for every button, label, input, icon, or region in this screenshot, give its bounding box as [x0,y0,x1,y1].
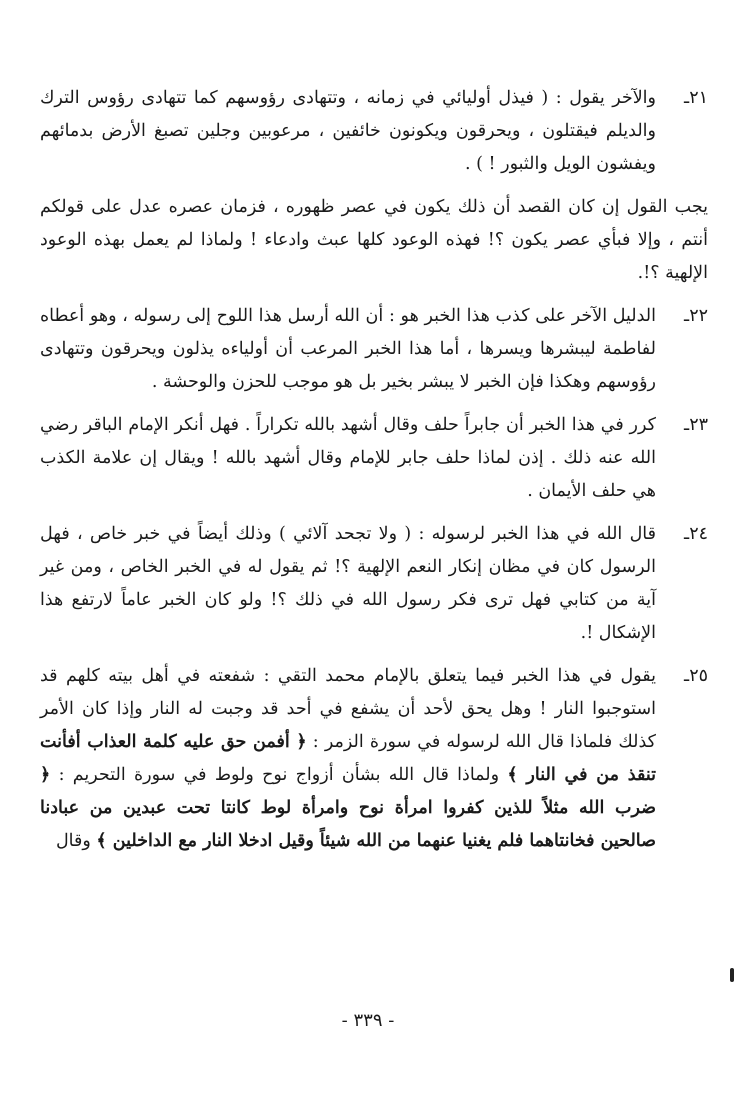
item-text: الدليل الآخر على كذب هذا الخبر هو : أن الله أرسل هذا اللوح إلى رسوله ، وهو أعطاه لفاطمة ليبشرها ويسرها ، أما هذا الخبر المرعب أن أولياءه يذلون ويحرقون وتتهادى رؤوسهم وهكذا فإن الخبر لا يبشر بخير بل هو موجب للحزن والوحشة . [40,306,656,392]
list-item-23 [40,409,708,508]
list-item-24 [40,518,708,650]
list-item-25 [40,660,708,858]
item-number: ٢٤ـ [684,524,708,544]
margin-mark [730,968,734,982]
quran-quote: ﴿ أفمن حق عليه كلمة العذاب أفأنت تنقذ من في النار ﴾ [40,732,656,785]
item-text-part: ولماذا قال الله بشأن أزواج نوح ولوط في سورة التحريم : [58,765,500,785]
quran-quote: ﴿ ضرب الله مثلاً للذين كفروا امرأة نوح وامرأة لوط كانتا تحت عبدين من عبادنا صالحين فخانتاهما فلم يغنيا عنهما من الله شيئاً وقيل ادخلا النار مع الداخلين ﴾ [40,765,656,851]
paragraph: يجب القول إن كان القصد أن ذلك يكون في عصر ظهوره ، فزمان عصره عدل على قولكم أنتم ، وإلا فبأي عصر يكون ؟! فهذه الوعود كلها عبث وادعاء ! ولماذا لم يعمل بهذه الوعود الإلهية ؟!. [40,197,708,283]
item-text-part: وقال [55,831,91,851]
item-text-part: يقول في هذا الخبر فيما يتعلق بالإمام محمد التقي : شفعته في أهل بيته كلهم قد استوجبوا النار ! وهل يحق لأحد أن يشفع في أحد قد وجبت له النار وإذا كان الأمر كذلك فلماذا قال الله لرسوله في سورة الزمر : [40,666,656,752]
list-item-22 [40,300,708,399]
item-number: ٢١ـ [684,88,708,108]
item-text [40,660,656,858]
list-item-21 [40,82,708,181]
item-text: كرر في هذا الخبر أن جابراً حلف وقال أشهد بالله تكراراً . فهل أنكر الإمام الباقر رضي الله عنه ذلك . إذن لماذا حلف جابر للإمام وقال أشهد بالله ! ويقال إن علامة الكذب هي حلف الأيمان . [40,415,656,501]
item-number: ٢٣ـ [684,415,708,435]
page-number: - ٣٣٩ - [341,1010,395,1031]
document-body [40,82,708,868]
item-text: قال الله في هذا الخبر لرسوله : ( ولا تجحد آلائي ) وذلك أيضاً في خبر خاص ، فهل الرسول كان في مظان إنكار النعم الإلهية ؟! ثم يقول له في الخبر الخاص ، ومن غير آية من كتابي فهل ترى فكر رسول الله في ذلك ؟! ولو كان الخبر عاماً لارتفع هذا الإشكال !. [40,524,656,643]
item-number: ٢٥ـ [684,666,708,686]
item-text: والآخر يقول : ( فيذل أوليائي في زمانه ، وتتهادى رؤوسهم كما تتهادى رؤوس الترك والديلم فيقتلون ، ويحرقون ويكونون خائفين ، مرعوبين وجلين تصبغ الأرض بدمائهم ويفشون الويل والثبور ! ) . [40,88,656,174]
item-number: ٢٢ـ [684,306,708,326]
